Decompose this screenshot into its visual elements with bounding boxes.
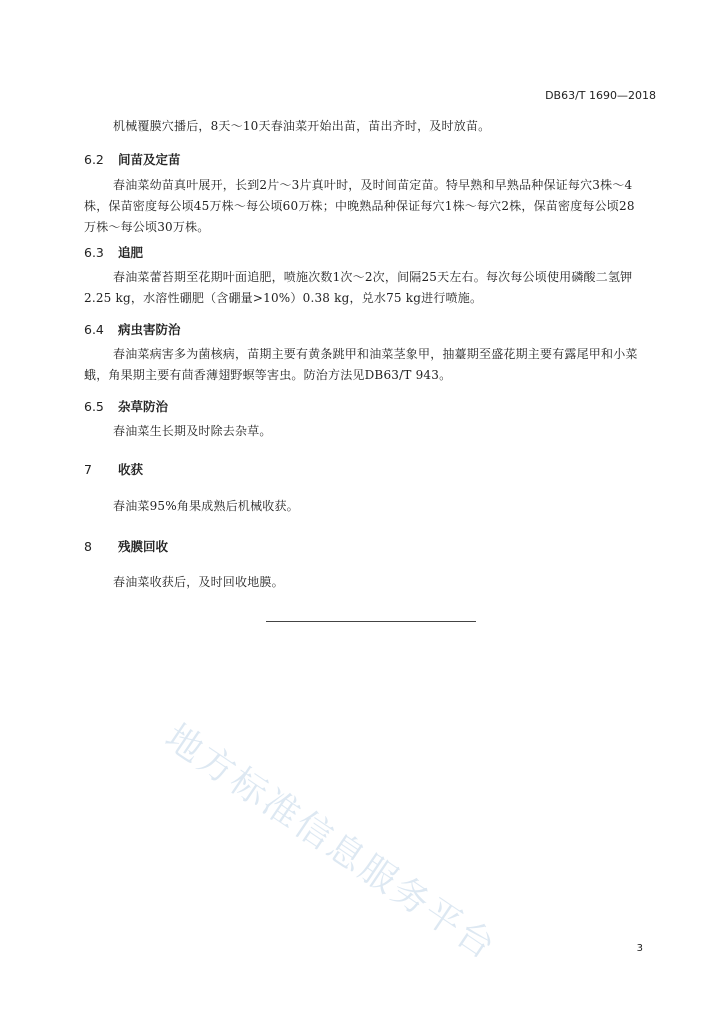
section-title: 收获 [118, 462, 144, 477]
section-title: 残膜回收 [118, 539, 169, 554]
section-heading-8 [84, 537, 168, 555]
standard-code: DB63/T 1690—2018 [545, 89, 656, 102]
section-text-7: 春油菜95%角果成熟后机械收获。 [113, 499, 299, 513]
section-number: 6.2 [84, 152, 104, 167]
section-heading-7 [84, 460, 143, 478]
end-rule [266, 621, 476, 622]
section-title: 病虫害防治 [118, 322, 181, 337]
section-text-6-5: 春油菜生长期及时除去杂草。 [113, 424, 272, 438]
section-heading-6-2 [84, 150, 181, 168]
section-title: 杂草防治 [118, 399, 169, 414]
section-title: 间苗及定苗 [118, 152, 181, 167]
page-number: 3 [636, 943, 643, 954]
section-number: 6.5 [84, 399, 104, 414]
section-text-6-2: 春油菜幼苗真叶展开，长到2片～3片真叶时，及时间苗定苗。特早熟和早熟品种保证每穴3株～4株，保苗密度每公顷45万株～每公顷60万株；中晚熟品种保证每穴1株～每穴2株，保苗密度每公顷28万株～每公顷30万株。 [84, 178, 635, 234]
section-number: 8 [84, 539, 92, 554]
watermark: 地方标准信息服务平台 [157, 716, 504, 969]
section-title: 追肥 [118, 245, 144, 260]
section-heading-6-4 [84, 320, 181, 338]
section-number: 6.3 [84, 245, 104, 260]
section-number: 7 [84, 462, 92, 477]
section-text-8: 春油菜收获后，及时回收地膜。 [113, 575, 284, 589]
section-number: 6.4 [84, 322, 104, 337]
intro-paragraph: 机械覆膜穴播后，8天～10天春油菜开始出苗，苗出齐时，及时放苗。 [113, 119, 491, 133]
section-text-6-3: 春油菜蕾苔期至花期叶面追肥，喷施次数1次～2次，间隔25天左右。每次每公顷使用磷酸二氢钾2.25 kg，水溶性硼肥（含硼量>10%）0.38 kg，兑水75 kg进行喷施。 [84, 270, 633, 305]
section-heading-6-5 [84, 397, 168, 415]
section-heading-6-3 [84, 243, 143, 261]
section-text-6-4: 春油菜病害多为菌核病，苗期主要有黄条跳甲和油菜茎象甲，抽薹期至盛花期主要有露尾甲和小菜蛾，角果期主要有茴香薄翅野螟等害虫。防治方法见DB63/T 943。 [84, 347, 638, 382]
